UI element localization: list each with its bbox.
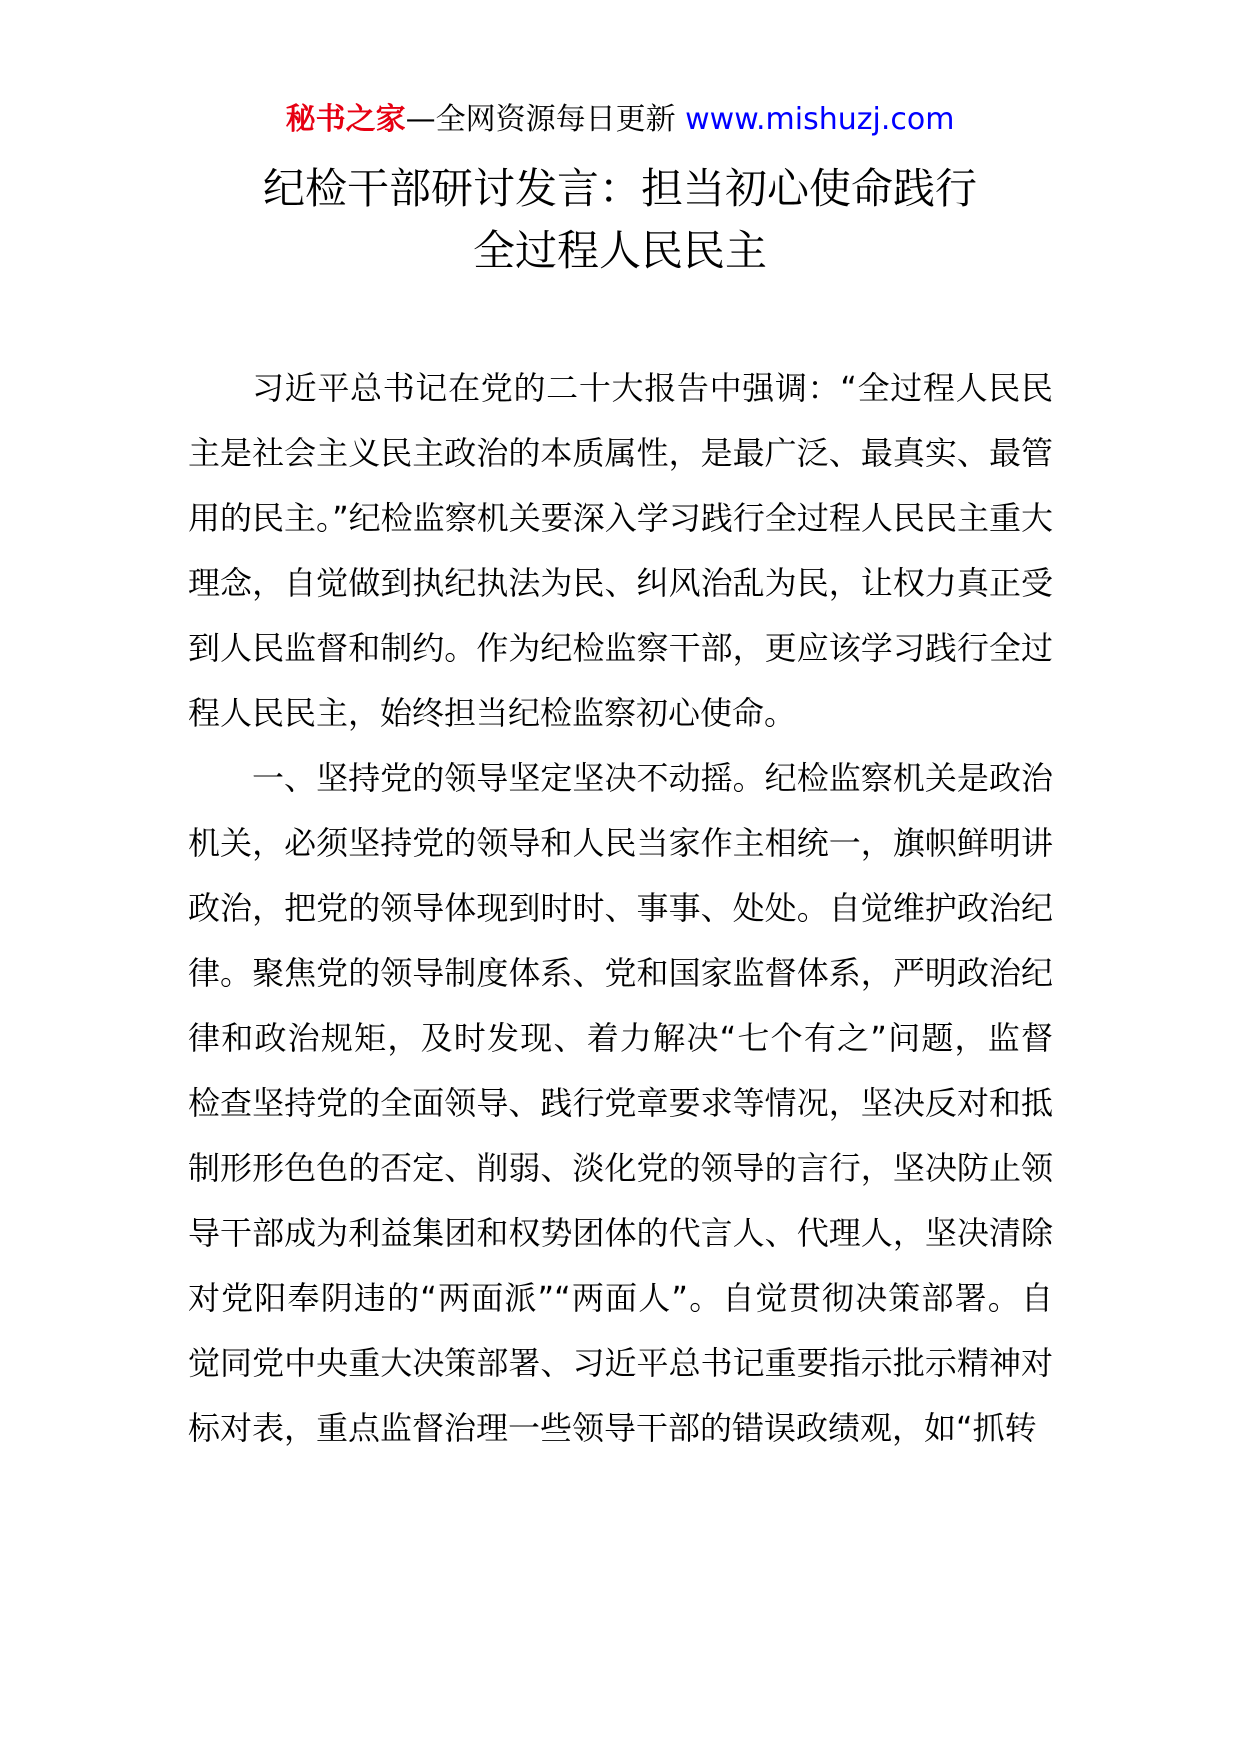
document-title [150, 158, 1090, 282]
title-line-2: 全过程人民民主 [472, 226, 767, 275]
site-header [0, 100, 1240, 140]
site-tagline: —全网资源每日更新 [405, 102, 676, 137]
site-brand: 秘书之家 [285, 102, 406, 137]
title-line-1: 纪检干部研讨发言：担当初心使命践行 [262, 164, 977, 213]
document-body [188, 356, 1053, 1461]
body-paragraph-1: 习近平总书记在党的二十大报告中强调：“全过程人民民主是社会主义民主政治的本质属性，是最广泛、最真实、最管用的民主。”纪检监察机关要深入学习践行全过程人民民主重大理念，自觉做到执纪执法为民、纠风治乱为民，让权力真正受到人民监督和制约。作为纪检监察干部，更应该学习践行全过程人民民主，始终担当纪检监察初心使命。 [188, 369, 1053, 732]
body-paragraph-2: 一、坚持党的领导坚定坚决不动摇。纪检监察机关是政治机关，必须坚持党的领导和人民当家作主相统一，旗帜鲜明讲政治，把党的领导体现到时时、事事、处处。自觉维护政治纪律。聚焦党的领导制度体系、党和国家监督体系，严明政治纪律和政治规矩，及时发现、着力解决“七个有之”问题，监督检查坚持党的全面领导、践行党章要求等情况，坚决反对和抵制形形色色的否定、削弱、淡化党的领导的言行，坚决防止领导干部成为利益集团和权势团体的代言人、代理人，坚决清除对党阳奉阴违的“两面派”“两面人”。自觉贯彻决策部署。自觉同党中央重大决策部署、习近平总书记重要指示批示精神对标对表，重点监督治理一些领导干部的错误政绩观，如“抓转 [188, 759, 1053, 1447]
site-url-link[interactable]: www.mishuzj.com [685, 102, 955, 137]
